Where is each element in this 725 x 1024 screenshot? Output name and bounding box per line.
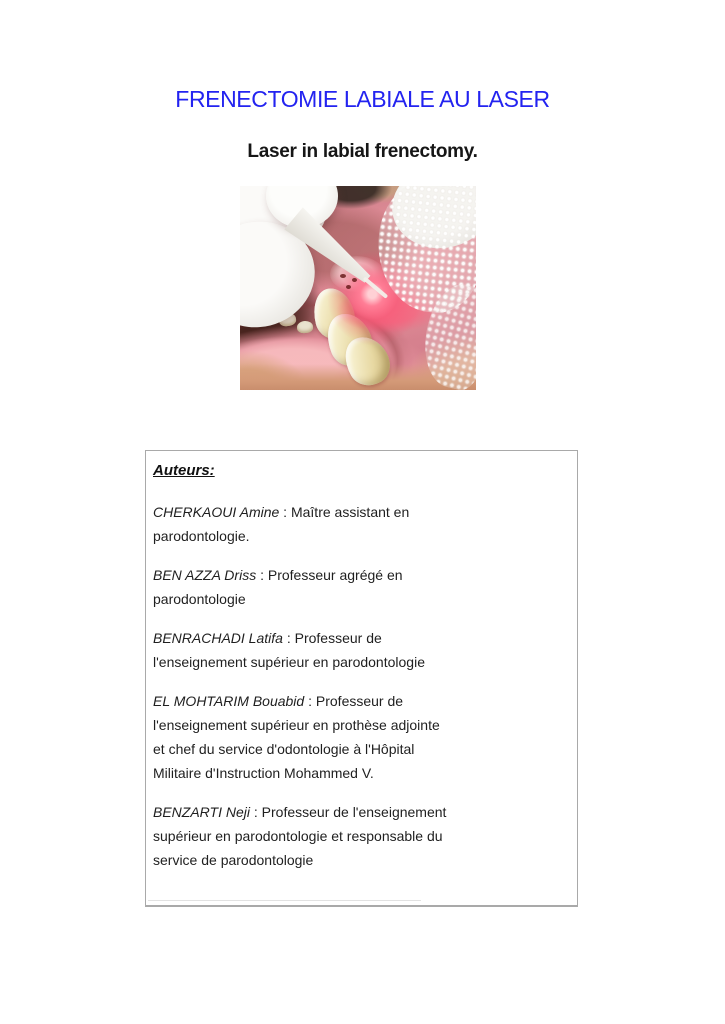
author-name: BENRACHADI Latifa	[153, 630, 283, 646]
author-entry	[153, 689, 465, 785]
page-subtitle: Laser in labial frenectomy.	[247, 141, 478, 162]
author-role-line: Militaire d'Instruction Mohammed V.	[153, 765, 374, 781]
authors-heading: Auteurs:	[153, 462, 215, 479]
author-role-line: : Professeur agrégé en	[256, 567, 403, 583]
author-role-line: supérieur en parodontologie et responsable du	[153, 828, 443, 844]
author-role-line: : Professeur de	[282, 630, 382, 646]
author-name: BEN AZZA Driss	[153, 567, 257, 583]
author-role-line: : Professeur de	[304, 693, 404, 709]
authors-list	[153, 500, 567, 872]
page-title: FRENECTOMIE LABIALE AU LASER	[175, 86, 550, 112]
author-entry	[153, 500, 465, 548]
author-role-line: et chef du service d'odontologie à l'Hôpital	[153, 741, 415, 757]
authors-box	[145, 450, 578, 907]
table-cell-divider	[148, 900, 421, 901]
author-entry	[153, 626, 465, 674]
author-name: BENZARTI Neji	[153, 804, 250, 820]
author-role-line: : Maître assistant en	[279, 504, 410, 520]
author-role-line: l'enseignement supérieur en parodontologie	[153, 654, 425, 670]
author-name: CHERKAOUI Amine	[153, 504, 280, 520]
clinical-photo	[240, 186, 476, 390]
author-role-line: : Professeur de l'enseignement	[249, 804, 447, 820]
author-role-line: service de parodontologie	[153, 852, 314, 868]
author-name: EL MOHTARIM Bouabid	[153, 693, 305, 709]
author-entry	[153, 563, 465, 611]
author-entry	[153, 800, 465, 872]
author-role-line: parodontologie.	[153, 528, 250, 544]
author-role-line: l'enseignement supérieur en prothèse adjointe	[153, 717, 440, 733]
author-role-line: parodontologie	[153, 591, 246, 607]
